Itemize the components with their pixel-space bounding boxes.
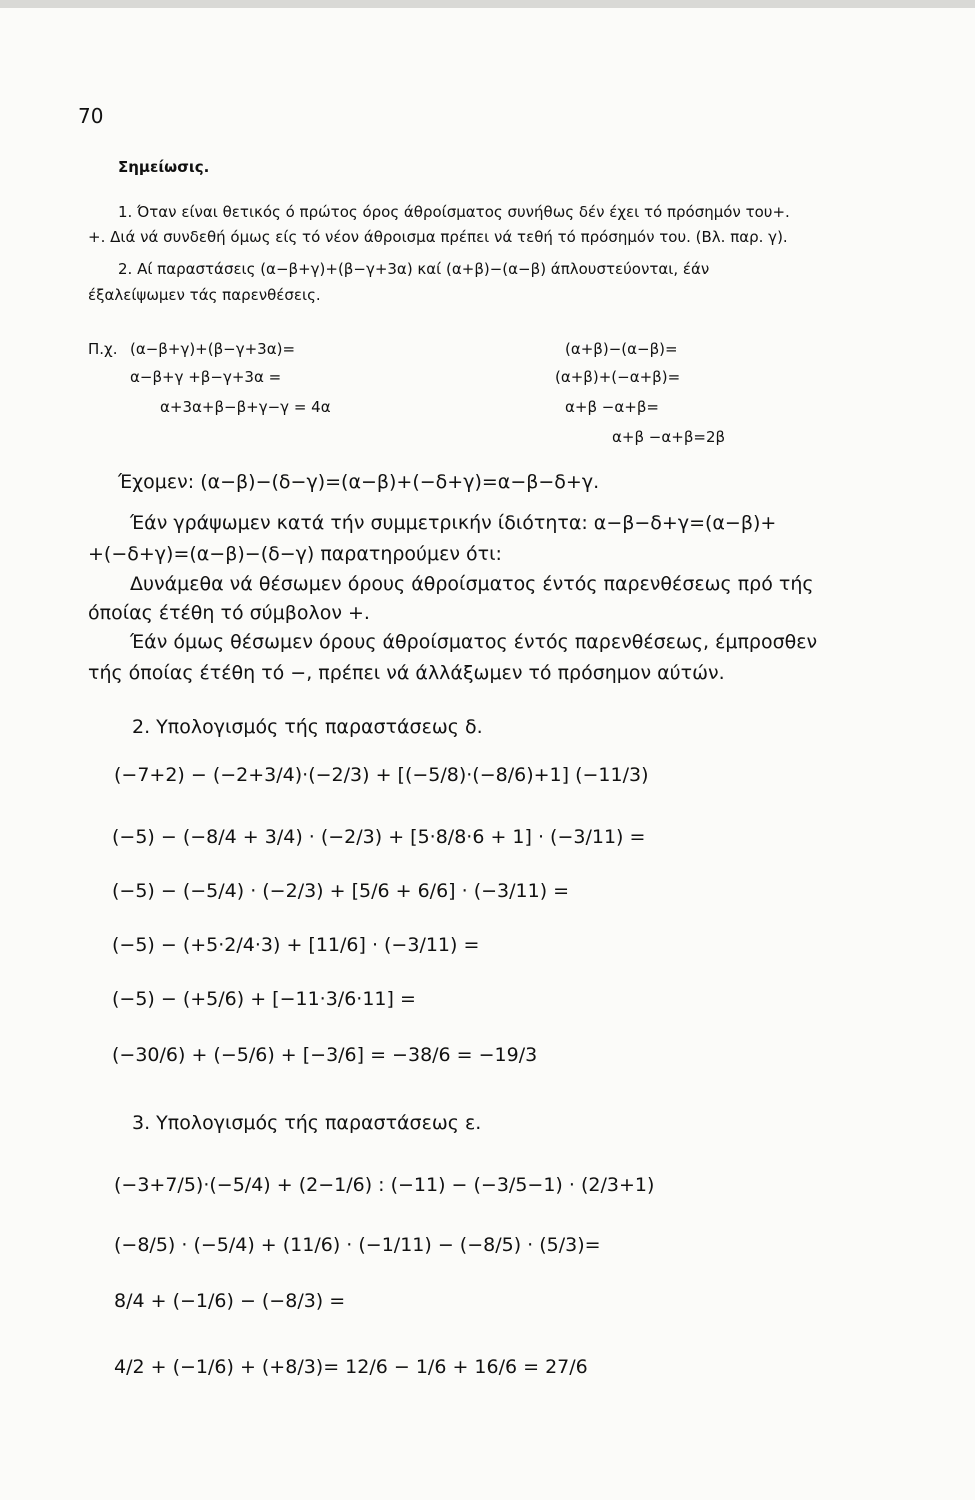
- calc-line: 8/4 + (−1/6) − (−8/3) =: [114, 1290, 346, 1312]
- example-label: Π.χ.: [88, 340, 118, 358]
- body-line: Δυνάμεθα νά θέσωμεν όρους άθροίσματος έντός παρενθέσεως πρό τής: [130, 573, 814, 595]
- calc-line: (−3+7/5)·(−5/4) + (2−1/6) : (−11) − (−3/5−1) · (2/3+1): [114, 1174, 655, 1196]
- example-right-line: α+β −α+β=: [565, 398, 659, 416]
- page-number: 70: [78, 104, 104, 128]
- page-edge: [0, 0, 975, 8]
- note-line: έξαλείψωμεν τάς παρενθέσεις.: [88, 286, 321, 304]
- note-heading: Σημείωσις.: [118, 158, 210, 176]
- example-left-line: α+3α+β−β+γ−γ = 4α: [160, 398, 331, 416]
- note-line: 2. Αί παραστάσεις (α−β+γ)+(β−γ+3α) καί (α+β)−(α−β) άπλουστεύονται, έάν: [118, 260, 710, 278]
- example-left-line: α−β+γ +β−γ+3α =: [130, 368, 282, 386]
- section-title: 2. Υπολογισμός τής παραστάσεως δ.: [132, 716, 483, 738]
- calc-line: 4/2 + (−1/6) + (+8/3)= 12/6 − 1/6 + 16/6 = 27/6: [114, 1356, 588, 1378]
- body-line: Έάν όμως θέσωμεν όρους άθροίσματος έντός παρενθέσεως, έμπροσθεν: [130, 631, 818, 653]
- body-line: Έχομεν: (α−β)−(δ−γ)=(α−β)+(−δ+γ)=α−β−δ+γ.: [118, 471, 600, 493]
- calc-line: (−30/6) + (−5/6) + [−3/6] = −38/6 = −19/3: [112, 1044, 538, 1066]
- example-left-line: (α−β+γ)+(β−γ+3α)=: [130, 340, 296, 358]
- example-right-line: (α+β)+(−α+β)=: [555, 368, 681, 386]
- calc-line: (−5) − (+5/6) + [−11·3/6·11] =: [112, 988, 416, 1010]
- example-right-line: α+β −α+β=2β: [612, 428, 726, 446]
- note-line: +. Διά νά συνδεθή όμως είς τό νέον άθροισμα πρέπει νά τεθή τό πρόσημόν του. (Βλ. παρ. γ).: [88, 228, 788, 246]
- body-line: +(−δ+γ)=(α−β)−(δ−γ) παρατηρούμεν ότι:: [88, 543, 502, 565]
- note-line: 1. Όταν είναι θετικός ό πρώτος όρος άθροίσματος συνήθως δέν έχει τό πρόσημόν του+.: [118, 203, 790, 221]
- section-title: 3. Υπολογισμός τής παραστάσεως ε.: [132, 1112, 482, 1134]
- calc-line: (−7+2) − (−2+3/4)·(−2/3) + [(−5/8)·(−8/6)+1] (−11/3): [114, 764, 649, 786]
- calc-line: (−5) − (−8/4 + 3/4) · (−2/3) + [5·8/8·6 + 1] · (−3/11) =: [112, 826, 646, 848]
- example-right-line: (α+β)−(α−β)=: [565, 340, 678, 358]
- calc-line: (−8/5) · (−5/4) + (11/6) · (−1/11) − (−8/5) · (5/3)=: [114, 1234, 601, 1256]
- body-line: Έάν γράψωμεν κατά τήν συμμετρικήν ίδιότητα: α−β−δ+γ=(α−β)+: [130, 512, 777, 534]
- calc-line: (−5) − (+5·2/4·3) + [11/6] · (−3/11) =: [112, 934, 480, 956]
- body-line: όποίας έτέθη τό σύμβολον +.: [88, 602, 370, 624]
- calc-line: (−5) − (−5/4) · (−2/3) + [5/6 + 6/6] · (−3/11) =: [112, 880, 570, 902]
- body-line: τής όποίας έτέθη τό −, πρέπει νά άλλάξωμεν τό πρόσημον αύτών.: [88, 662, 725, 684]
